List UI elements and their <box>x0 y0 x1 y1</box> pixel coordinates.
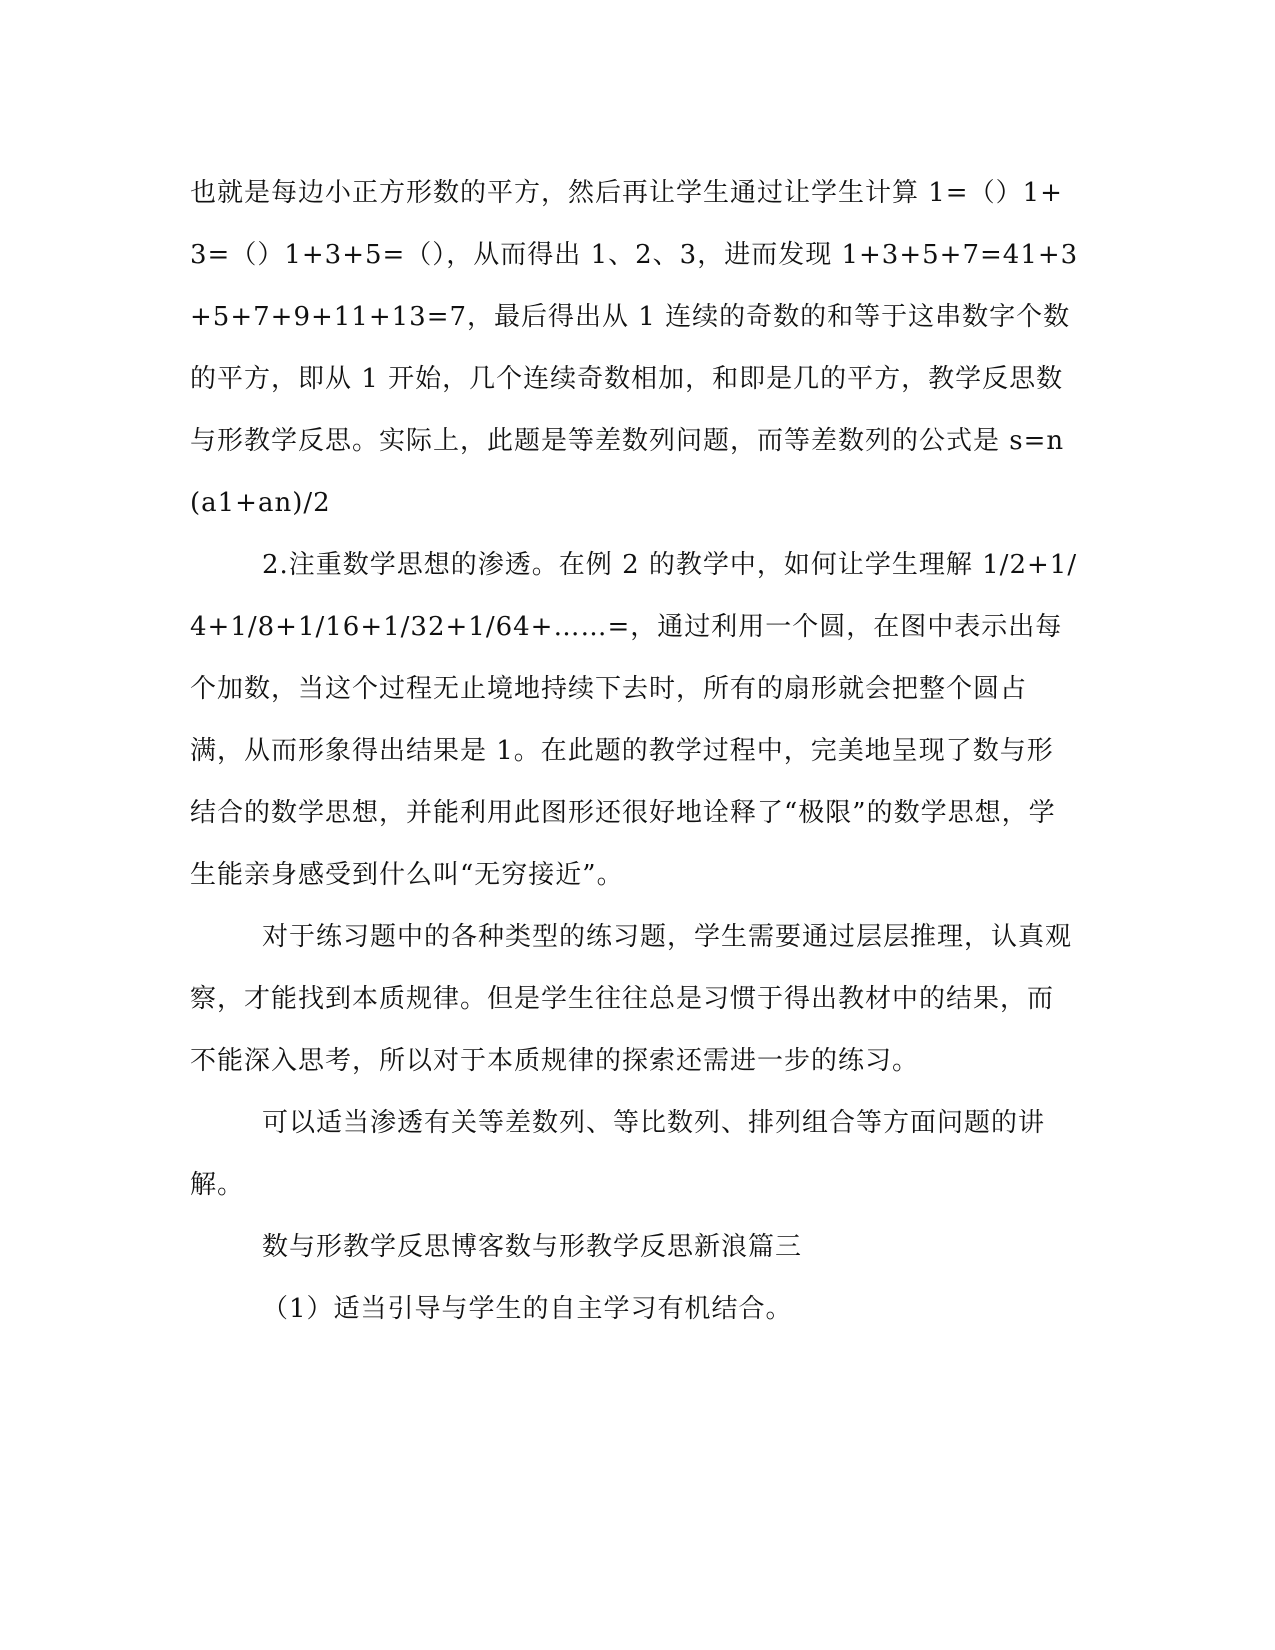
document-body <box>190 162 1080 1340</box>
paragraph-6: （1）适当引导与学生的自主学习有机结合。 <box>262 1294 793 1324</box>
paragraph-2: 2.注重数学思想的渗透。在例 2 的教学中，如何让学生理解 1/2+1/4+1/8+1/16+1/32+1/64+……=，通过利用一个圆，在图中表示出每个加数，当这个过程无止境地持续下去时，所有的扇形就会把整个圆占满，从而形象得出结果是 1。在此题的教学过程中，完美地呈现了数与形结合的数学思想，并能利用此图形还很好地诠释了“极限”的数学思想，学生能亲身感受到什么叫“无穷接近”。 <box>190 550 1078 890</box>
paragraph-5: 数与形教学反思博客数与形教学反思新浪篇三 <box>262 1232 803 1262</box>
paragraph-4: 可以适当渗透有关等差数列、等比数列、排列组合等方面问题的讲解。 <box>190 1108 1046 1200</box>
paragraph-1: 也就是每边小正方形数的平方，然后再让学生通过让学生计算 1=（）1+3=（）1+3+5=（），从而得出 1、2、3，进而发现 1+3+5+7=41+3+5+7+9+11+13=7，最后得出从 1 连续的奇数的和等于这串数字个数的平方，即从 1 开始，几个连续奇数相加，和即是几的平方，教学反思数与形教学反思。实际上，此题是等差数列问题，而等差数列的公式是 s=n(a1+an)/2 <box>190 178 1079 518</box>
paragraph-3: 对于练习题中的各种类型的练习题，学生需要通过层层推理，认真观察，才能找到本质规律。但是学生往往总是习惯于得出教材中的结果，而不能深入思考，所以对于本质规律的探索还需进一步的练习。 <box>190 922 1073 1076</box>
